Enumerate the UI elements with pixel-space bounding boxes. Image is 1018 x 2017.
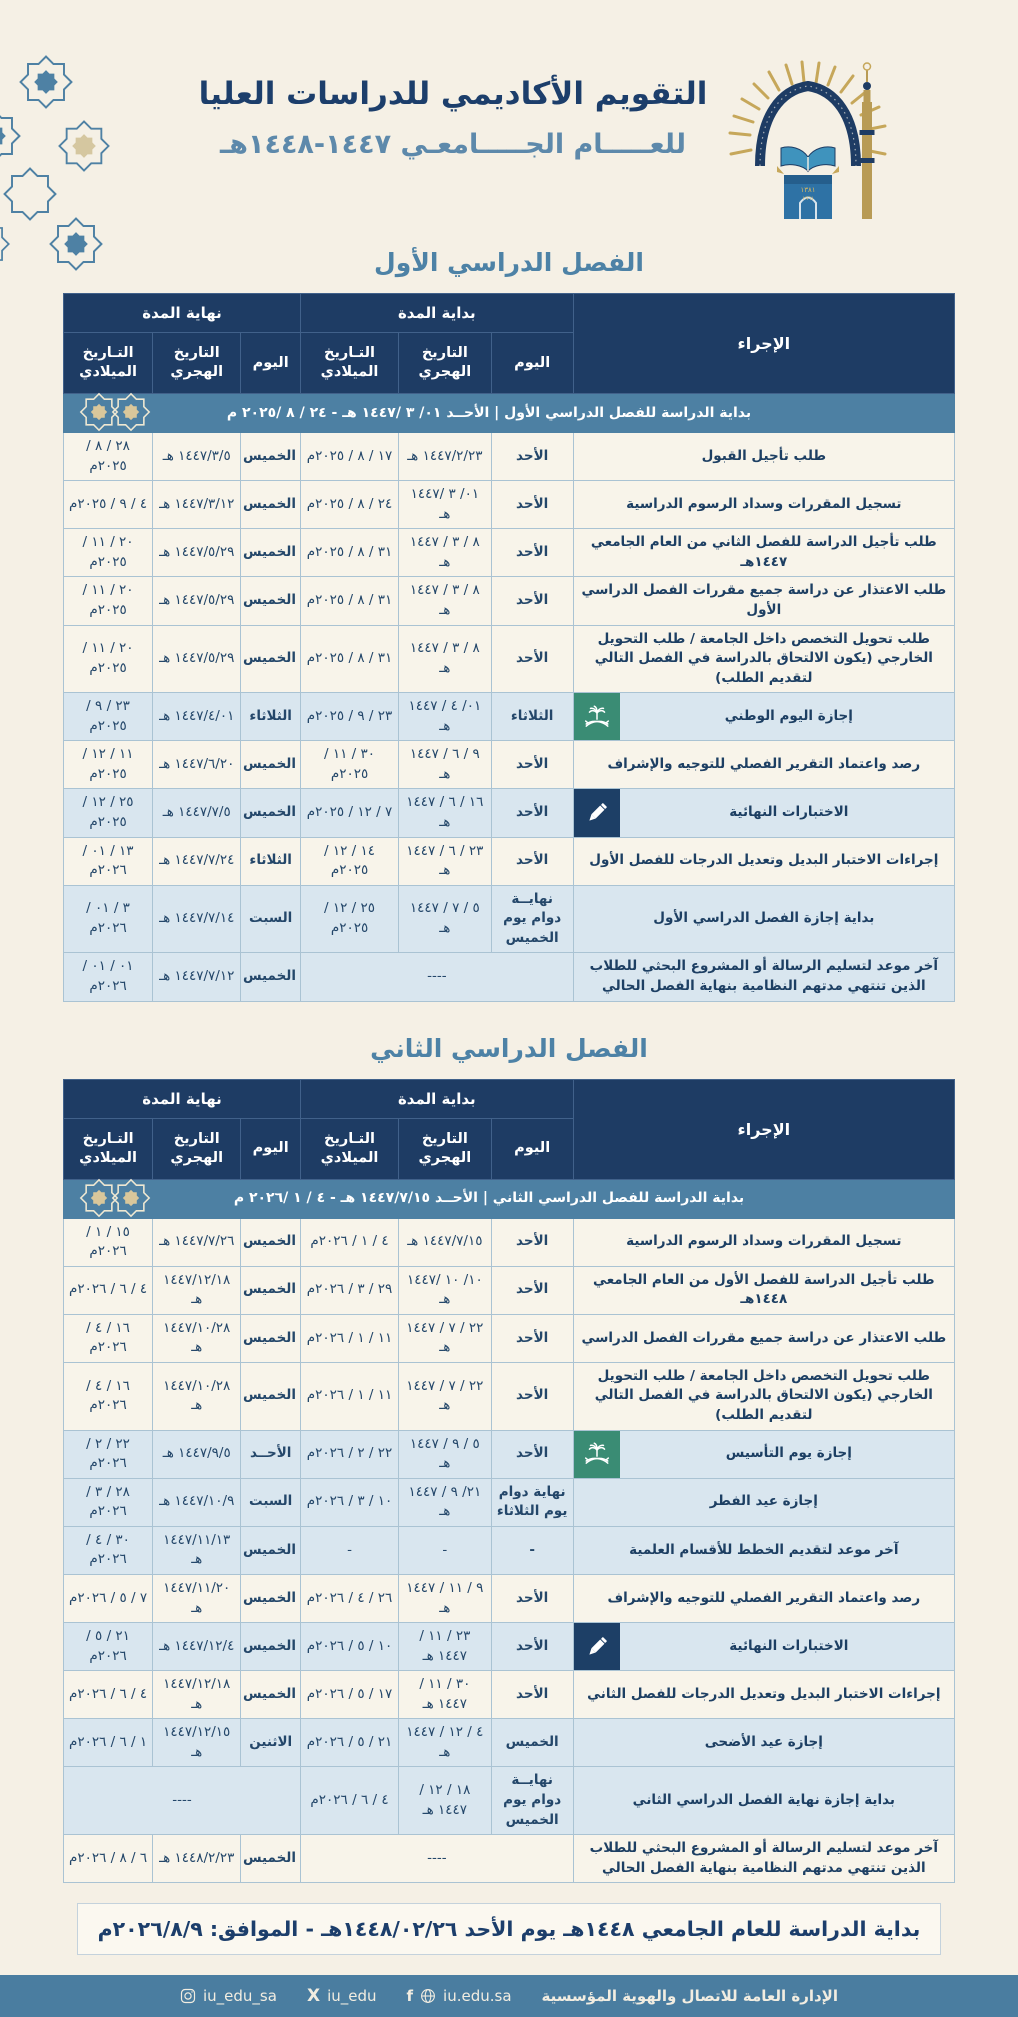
table-row — [64, 1623, 955, 1671]
table-row — [64, 789, 955, 837]
start-miladi-cell: ١٤ / ١٢ / ٢٠٢٥م — [301, 837, 399, 885]
start-miladi-cell: - — [301, 1526, 399, 1574]
column-header-hijri: التاريخ الهجري — [153, 1118, 241, 1179]
end-miladi-cell: ١٣ / ٠١ / ٢٠٢٦م — [64, 837, 153, 885]
logo-open-book — [777, 147, 839, 174]
end-miladi-cell: ٣٠ / ٤ / ٢٠٢٦م — [64, 1526, 153, 1574]
saudi-palm-swords-glyph — [583, 703, 611, 731]
column-header-miladi: التـاريخ الميلادي — [64, 1118, 153, 1179]
banner-star-ornament — [76, 390, 154, 434]
column-header-miladi: التـاريخ الميلادي — [64, 333, 153, 394]
end-miladi-cell: ٠١ / ٠١ / ٢٠٢٦م — [64, 953, 153, 1001]
column-group-end: نهاية المدة — [64, 294, 301, 333]
logo-minaret — [860, 63, 875, 219]
first-semester-table — [63, 293, 955, 1002]
start-hijri-cell: ٨ / ٣ / ١٤٤٧ هـ — [399, 625, 492, 693]
action-label: إجراءات الاختبار البديل وتعديل الدرجات للفصل الثاني — [587, 1685, 941, 1702]
start-miladi-cell: ٢٢ / ٢ / ٢٠٢٦م — [301, 1430, 399, 1478]
action-label: الاختبارات النهائية — [729, 804, 849, 821]
column-header-day: اليوم — [491, 333, 573, 394]
end-miladi-cell: ٢١ / ٥ / ٢٠٢٦م — [64, 1623, 153, 1671]
end-day-cell: الخميس — [241, 1218, 301, 1266]
year-start-banner: بداية الدراسة للعام الجامعي ١٤٤٨هـ يوم الأحد ١٤٤٨/٠٢/٢٦هـ - الموافق: ٢٠٢٦/٨/٩م — [77, 1903, 941, 1955]
end-miladi-cell: ٢٠ / ١١ / ٢٠٢٥م — [64, 625, 153, 693]
end-miladi-cell: ٢٠ / ١١ / ٢٠٢٥م — [64, 577, 153, 625]
instagram-icon — [180, 1988, 196, 2004]
x-handle-text: iu_edu — [327, 1987, 377, 2006]
start-day-cell: نهاية دوام يوم الثلاثاء — [491, 1478, 573, 1526]
end-miladi-cell: ٢٥ / ١٢ / ٢٠٢٥م — [64, 789, 153, 837]
semester-start-banner — [64, 394, 955, 433]
column-header-miladi: التـاريخ الميلادي — [301, 1118, 399, 1179]
table-row — [64, 1526, 955, 1574]
column-header-action: الإجراء — [573, 294, 954, 394]
end-hijri-cell: ١٤٤٧/٧/٢٦ هـ — [153, 1218, 241, 1266]
logo-rays — [730, 62, 885, 154]
action-label: رصد واعتماد التقرير الفصلي للتوجيه والإشراف — [607, 1589, 921, 1606]
table-row — [64, 1478, 955, 1526]
start-day-cell: نهايــة دوام يوم الخميس — [491, 1767, 573, 1835]
end-miladi-cell: ١٥ / ١ / ٢٠٢٦م — [64, 1218, 153, 1266]
logo-calligraphy-arch — [760, 86, 856, 166]
end-day-cell: الاثنين — [241, 1719, 301, 1767]
end-day-cell: الخميس — [241, 625, 301, 693]
start-day-cell: الأحد — [491, 625, 573, 693]
end-miladi-cell: ١٦ / ٤ / ٢٠٢٦م — [64, 1314, 153, 1362]
start-hijri-cell: ١٤٤٧/٧/١٥ هـ — [399, 1218, 492, 1266]
table-row — [64, 481, 955, 529]
end-hijri-cell: ١٤٤٧/٦/٢٠ هـ — [153, 741, 241, 789]
end-miladi-cell: ٣ / ٠١ / ٢٠٢٦م — [64, 885, 153, 953]
footer-department: الإدارة العامة للاتصال والهوية المؤسسية — [541, 1987, 838, 2006]
start-span-cell: ---- — [301, 953, 574, 1001]
end-miladi-cell: ٤ / ٩ / ٢٠٢٥م — [64, 481, 153, 529]
start-day-cell: الأحد — [491, 1671, 573, 1719]
end-day-cell: الثلاثاء — [241, 837, 301, 885]
end-hijri-cell: ١٤٤٨/٢/٢٣ هـ — [153, 1835, 241, 1883]
action-cell — [573, 837, 954, 885]
semester-start-banner-label: بداية الدراسة للفصل الدراسي الثاني | الأحــد ١٤٤٧/٧/١٥ هـ - ٤ / ١ /٢٠٢٦ م — [233, 1190, 745, 1207]
action-cell — [573, 577, 954, 625]
start-hijri-cell: ٥ / ٩ / ١٤٤٧ هـ — [399, 1430, 492, 1478]
action-label: إجازة عيد الفطر — [709, 1493, 818, 1510]
start-day-cell: الأحد — [491, 1623, 573, 1671]
end-hijri-cell: ١٤٤٧/١٢/١٨ هـ — [153, 1671, 241, 1719]
end-hijri-cell: ١٤٤٧/١١/١٣ هـ — [153, 1526, 241, 1574]
end-hijri-cell: ١٤٤٧/٤/٠١ هـ — [153, 693, 241, 741]
table-row — [64, 1719, 955, 1767]
start-miladi-cell: ٣٠ / ١١ / ٢٠٢٥م — [301, 741, 399, 789]
instagram-handle-text: iu_edu_sa — [203, 1987, 277, 2006]
action-cell — [573, 1478, 954, 1526]
start-day-cell: - — [491, 1526, 573, 1574]
action-cell — [573, 1430, 954, 1478]
start-day-cell: الثلاثاء — [491, 693, 573, 741]
end-hijri-cell: ١٤٤٧/١٠/٢٨ هـ — [153, 1314, 241, 1362]
action-label: آخر موعد لتقديم الخطط للأقسام العلمية — [629, 1541, 899, 1558]
end-hijri-cell: ١٤٤٧/٧/٢٤ هـ — [153, 837, 241, 885]
table-row — [64, 885, 955, 953]
start-miladi-cell: ٢٦ / ٤ / ٢٠٢٦م — [301, 1574, 399, 1622]
end-day-cell: الخميس — [241, 529, 301, 577]
action-cell — [573, 1623, 954, 1671]
start-miladi-cell: ١١ / ١ / ٢٠٢٦م — [301, 1314, 399, 1362]
table-row — [64, 1314, 955, 1362]
start-hijri-cell: ٥ / ٧ / ١٤٤٧ هـ — [399, 885, 492, 953]
end-hijri-cell: ١٤٤٧/١١/٢٠ هـ — [153, 1574, 241, 1622]
semester-start-banner — [64, 1179, 955, 1218]
start-hijri-cell: ٩ / ١١ / ١٤٤٧ هـ — [399, 1574, 492, 1622]
start-miladi-cell: ١٠ / ٥ / ٢٠٢٦م — [301, 1623, 399, 1671]
column-header-action: الإجراء — [573, 1079, 954, 1179]
end-day-cell: السبت — [241, 885, 301, 953]
action-cell — [573, 741, 954, 789]
website-text: iu.edu.sa — [443, 1987, 512, 2006]
end-hijri-cell: ١٤٤٧/٩/٥ هـ — [153, 1430, 241, 1478]
end-hijri-cell: ١٤٤٧/٥/٢٩ هـ — [153, 625, 241, 693]
action-cell — [573, 625, 954, 693]
start-day-cell: نهايــة دوام يوم الخميس — [491, 885, 573, 953]
end-hijri-cell: ١٤٤٧/١٠/٢٨ هـ — [153, 1362, 241, 1430]
start-miladi-cell: ٤ / ١ / ٢٠٢٦م — [301, 1218, 399, 1266]
start-miladi-cell: ١٧ / ٨ / ٢٠٢٥م — [301, 433, 399, 481]
start-miladi-cell: ٣١ / ٨ / ٢٠٢٥م — [301, 625, 399, 693]
table-row — [64, 577, 955, 625]
start-day-cell: الأحد — [491, 1218, 573, 1266]
column-header-miladi: التـاريخ الميلادي — [301, 333, 399, 394]
start-day-cell: الأحد — [491, 789, 573, 837]
logo-year-gregorian: ١٩٦١ — [802, 196, 814, 202]
action-label: الاختبارات النهائية — [729, 1637, 849, 1654]
action-label: آخر موعد لتسليم الرسالة أو المشروع البحثي للطلاب الذين تنتهي مدتهم النظامية بنهاية الفصل الحالي — [589, 1840, 938, 1876]
globe-icon — [420, 1988, 436, 2004]
action-label: بداية إجازة نهاية الفصل الدراسي الثاني — [632, 1792, 895, 1808]
column-group-end: نهاية المدة — [64, 1079, 301, 1118]
action-label: طلب الاعتذار عن دراسة جميع مقررات الفصل الدراسي الأول — [581, 582, 947, 618]
action-cell — [573, 433, 954, 481]
pencil-glyph — [583, 799, 611, 827]
end-miladi-cell: ١٦ / ٤ / ٢٠٢٦م — [64, 1362, 153, 1430]
end-miladi-cell: ٧ / ٥ / ٢٠٢٦م — [64, 1574, 153, 1622]
action-cell — [573, 1767, 954, 1835]
table-row — [64, 1767, 955, 1835]
end-miladi-cell: ٦ / ٨ / ٢٠٢٦م — [64, 1835, 153, 1883]
end-hijri-cell: ١٤٤٧/١٠/٩ هـ — [153, 1478, 241, 1526]
action-cell — [573, 481, 954, 529]
saudi-palm-swords-glyph — [583, 1440, 611, 1468]
first-semester-title: الفصل الدراسي الأول — [374, 248, 644, 277]
action-cell — [573, 1314, 954, 1362]
column-header-hijri: التاريخ الهجري — [399, 333, 492, 394]
action-label: إجازة عيد الأضحى — [704, 1734, 823, 1751]
start-hijri-cell: ٠١/ ٤ / ١٤٤٧ هـ — [399, 693, 492, 741]
start-miladi-cell: ٣١ / ٨ / ٢٠٢٥م — [301, 529, 399, 577]
page-title: التقويم الأكاديمي للدراسات العليا — [198, 76, 708, 112]
start-hijri-cell: ٣٠ / ١١ / ١٤٤٧ هـ — [399, 1671, 492, 1719]
end-hijri-cell: ١٤٤٧/١٢/١٨ هـ — [153, 1266, 241, 1314]
action-label: طلب تحويل التخصص داخل الجامعة / طلب التحويل الخارجي (يكون الالتحاق بالدراسة في الفصل التالي لتقديم الطلب) — [594, 1367, 933, 1423]
start-hijri-cell: ٠١/ ٣ /١٤٤٧ هـ — [399, 481, 492, 529]
banner-star-ornament — [76, 1176, 154, 1220]
facebook-icon: f — [406, 1986, 414, 2005]
end-day-cell: الخميس — [241, 1835, 301, 1883]
action-label: طلب تأجيل الدراسة للفصل الأول من العام الجامعي ١٤٤٨هـ — [593, 1271, 935, 1308]
second-semester-table — [63, 1079, 955, 1884]
end-miladi-cell: ٤ / ٦ / ٢٠٢٦م — [64, 1671, 153, 1719]
action-label: إجراءات الاختبار البديل وتعديل الدرجات للفصل الأول — [589, 852, 939, 869]
column-header-hijri: التاريخ الهجري — [153, 333, 241, 394]
start-day-cell: الأحد — [491, 1314, 573, 1362]
end-span-cell: ---- — [64, 1767, 301, 1835]
end-day-cell: الخميس — [241, 741, 301, 789]
action-cell — [573, 1671, 954, 1719]
end-day-cell: الخميس — [241, 953, 301, 1001]
end-day-cell: الخميس — [241, 1314, 301, 1362]
column-group-start: بداية المدة — [301, 294, 574, 333]
x-icon: X — [306, 1985, 321, 2006]
start-day-cell: الأحد — [491, 433, 573, 481]
table-row — [64, 693, 955, 741]
start-hijri-cell: ٢٣ / ٦ / ١٤٤٧ هـ — [399, 837, 492, 885]
semester-start-banner-label: بداية الدراسة للفصل الدراسي الأول | الأحــد ٠١/ ٣ /١٤٤٧ هـ - ٢٤ / ٨ /٢٠٢٥ م — [226, 404, 752, 421]
end-hijri-cell: ١٤٤٧/٥/٢٩ هـ — [153, 577, 241, 625]
table-row — [64, 837, 955, 885]
second-semester-title: الفصل الدراسي الثاني — [370, 1033, 648, 1063]
start-day-cell: الأحد — [491, 1574, 573, 1622]
action-cell — [573, 1719, 954, 1767]
action-label: تسجيل المقررات وسداد الرسوم الدراسية — [626, 495, 902, 512]
end-day-cell: الخميس — [241, 1671, 301, 1719]
start-miladi-cell: ١١ / ١ / ٢٠٢٦م — [301, 1362, 399, 1430]
action-label: آخر موعد لتسليم الرسالة أو المشروع البحثي للطلاب الذين تنتهي مدتهم النظامية بنهاية الفصل الحالي — [589, 958, 938, 994]
end-day-cell: الخميس — [241, 1623, 301, 1671]
start-hijri-cell: ٢٢ / ٧ / ١٤٤٧ هـ — [399, 1362, 492, 1430]
table-row — [64, 1835, 955, 1883]
action-cell — [573, 529, 954, 577]
end-miladi-cell: ٢٨ / ٣ / ٢٠٢٦م — [64, 1478, 153, 1526]
start-day-cell: الأحد — [491, 481, 573, 529]
start-miladi-cell: ٣١ / ٨ / ٢٠٢٥م — [301, 577, 399, 625]
start-day-cell: الخميس — [491, 1719, 573, 1767]
start-miladi-cell: ١٧ / ٥ / ٢٠٢٦م — [301, 1671, 399, 1719]
end-hijri-cell: ١٤٤٧/٧/١٤ هـ — [153, 885, 241, 953]
end-hijri-cell: ١٤٤٧/٧/٥ هـ — [153, 789, 241, 837]
footer-bar — [0, 1975, 1018, 2017]
x-link[interactable] — [307, 1987, 377, 2005]
instagram-link[interactable] — [180, 1987, 277, 2005]
start-miladi-cell: ٧ / ١٢ / ٢٠٢٥م — [301, 789, 399, 837]
start-hijri-cell: ٨ / ٣ / ١٤٤٧ هـ — [399, 577, 492, 625]
action-cell — [573, 1574, 954, 1622]
column-header-hijri: التاريخ الهجري — [399, 1118, 492, 1179]
table-header — [64, 1079, 955, 1179]
end-day-cell: الخميس — [241, 1574, 301, 1622]
website-link[interactable] — [407, 1987, 512, 2005]
page-subtitle: للعـــــام الجـــــامعـي ١٤٤٧-١٤٤٨هـ — [220, 129, 686, 161]
end-hijri-cell: ١٤٤٧/١٢/٤ هـ — [153, 1623, 241, 1671]
pencil-icon — [574, 1623, 620, 1670]
end-day-cell: الخميس — [241, 1266, 301, 1314]
university-logo — [726, 40, 906, 222]
logo-gate — [784, 175, 832, 219]
start-day-cell: الأحد — [491, 741, 573, 789]
column-header-day: اليوم — [241, 333, 301, 394]
logo-year-hijri: ١٣٨١ — [800, 186, 816, 194]
end-miladi-cell: ٤ / ٦ / ٢٠٢٦م — [64, 1266, 153, 1314]
start-miladi-cell: ٢٤ / ٨ / ٢٠٢٥م — [301, 481, 399, 529]
end-day-cell: السبت — [241, 1478, 301, 1526]
start-hijri-cell: ١٠/ ١٠ /١٤٤٧ هـ — [399, 1266, 492, 1314]
start-day-cell: الأحد — [491, 1362, 573, 1430]
end-miladi-cell: ١ / ٦ / ٢٠٢٦م — [64, 1719, 153, 1767]
start-hijri-cell: ٨ / ٣ / ١٤٤٧ هـ — [399, 529, 492, 577]
column-header-day: اليوم — [491, 1118, 573, 1179]
start-day-cell: الأحد — [491, 1430, 573, 1478]
end-day-cell: الخميس — [241, 789, 301, 837]
action-label: إجازة اليوم الوطني — [724, 707, 853, 724]
header-titles — [188, 76, 718, 160]
table-row — [64, 433, 955, 481]
action-cell — [573, 693, 954, 741]
start-miladi-cell: ١٠ / ٣ / ٢٠٢٦م — [301, 1478, 399, 1526]
table-row — [64, 529, 955, 577]
end-miladi-cell: ٢٠ / ١١ / ٢٠٢٥م — [64, 529, 153, 577]
column-group-start: بداية المدة — [301, 1079, 574, 1118]
start-hijri-cell: ٢٣ / ١١ / ١٤٤٧ هـ — [399, 1623, 492, 1671]
start-hijri-cell: ١٦ / ٦ / ١٤٤٧ هـ — [399, 789, 492, 837]
action-label: إجازة يوم التأسيس — [725, 1445, 852, 1462]
table-row — [64, 1362, 955, 1430]
start-day-cell: الأحد — [491, 837, 573, 885]
action-cell — [573, 789, 954, 837]
action-label: طلب تحويل التخصص داخل الجامعة / طلب التحويل الخارجي (يكون الالتحاق بالدراسة في الفصل التالي لتقديم الطلب) — [594, 630, 933, 686]
table-row — [64, 953, 955, 1001]
table-row — [64, 1671, 955, 1719]
action-cell — [573, 953, 954, 1001]
action-label: رصد واعتماد التقرير الفصلي للتوجيه والإشراف — [607, 756, 921, 773]
table-header — [64, 294, 955, 394]
start-hijri-cell: ٤ / ١٢ / ١٤٤٧ هـ — [399, 1719, 492, 1767]
end-day-cell: الثلاثاء — [241, 693, 301, 741]
action-cell — [573, 1526, 954, 1574]
start-day-cell: الأحد — [491, 577, 573, 625]
end-hijri-cell: ١٤٤٧/٣/٥ هـ — [153, 433, 241, 481]
pencil-glyph — [583, 1633, 611, 1661]
start-hijri-cell: ١٤٤٧/٢/٢٣ هـ — [399, 433, 492, 481]
page-header — [0, 0, 1018, 234]
end-hijri-cell: ١٤٤٧/٥/٢٩ هـ — [153, 529, 241, 577]
end-day-cell: الخميس — [241, 577, 301, 625]
action-label: طلب الاعتذار عن دراسة جميع مقررات الفصل الدراسي — [581, 1329, 947, 1346]
action-label: بداية إجازة الفصل الدراسي الأول — [653, 910, 875, 927]
national-emblem-icon — [574, 1431, 620, 1478]
end-miladi-cell: ٢٨ / ٨ / ٢٠٢٥م — [64, 433, 153, 481]
start-hijri-cell: ٩ / ٦ / ١٤٤٧ هـ — [399, 741, 492, 789]
national-emblem-icon — [574, 693, 620, 740]
column-header-day: اليوم — [241, 1118, 301, 1179]
start-day-cell: الأحد — [491, 529, 573, 577]
end-miladi-cell: ٢٢ / ٢ / ٢٠٢٦م — [64, 1430, 153, 1478]
start-miladi-cell: ٢١ / ٥ / ٢٠٢٦م — [301, 1719, 399, 1767]
start-span-cell: ---- — [301, 1835, 574, 1883]
table-row — [64, 741, 955, 789]
action-cell — [573, 1266, 954, 1314]
table-row — [64, 1574, 955, 1622]
geometric-star-decoration — [0, 24, 156, 264]
start-miladi-cell: ٢٩ / ٣ / ٢٠٢٦م — [301, 1266, 399, 1314]
end-miladi-cell: ٢٣ / ٩ / ٢٠٢٥م — [64, 693, 153, 741]
start-miladi-cell: ٢٣ / ٩ / ٢٠٢٥م — [301, 693, 399, 741]
start-day-cell: الأحد — [491, 1266, 573, 1314]
start-hijri-cell: ٢١/ ٩ / ١٤٤٧ هـ — [399, 1478, 492, 1526]
action-label: تسجيل المقررات وسداد الرسوم الدراسية — [626, 1233, 902, 1250]
end-day-cell: الخميس — [241, 1526, 301, 1574]
action-cell — [573, 1835, 954, 1883]
end-miladi-cell: ١١ / ١٢ / ٢٠٢٥م — [64, 741, 153, 789]
action-label: طلب تأجيل القبول — [701, 447, 827, 464]
action-cell — [573, 885, 954, 953]
end-hijri-cell: ١٤٤٧/٣/١٢ هـ — [153, 481, 241, 529]
table-row — [64, 625, 955, 693]
action-cell — [573, 1218, 954, 1266]
table-row — [64, 1218, 955, 1266]
action-label: طلب تأجيل الدراسة للفصل الثاني من العام الجامعي ١٤٤٧هـ — [590, 534, 937, 570]
start-miladi-cell: ٤ / ٦ / ٢٠٢٦م — [301, 1767, 399, 1835]
end-day-cell: الخميس — [241, 1362, 301, 1430]
start-hijri-cell: - — [399, 1526, 492, 1574]
pencil-icon — [574, 789, 620, 836]
end-hijri-cell: ١٤٤٧/٧/١٢ هـ — [153, 953, 241, 1001]
start-miladi-cell: ٢٥ / ١٢ / ٢٠٢٥م — [301, 885, 399, 953]
table-row — [64, 1266, 955, 1314]
table-row — [64, 1430, 955, 1478]
end-day-cell: الخميس — [241, 481, 301, 529]
end-hijri-cell: ١٤٤٧/١٢/١٥ هـ — [153, 1719, 241, 1767]
end-day-cell: الخميس — [241, 433, 301, 481]
start-hijri-cell: ١٨ / ١٢ / ١٤٤٧ هـ — [399, 1767, 492, 1835]
action-cell — [573, 1362, 954, 1430]
start-hijri-cell: ٢٢ / ٧ / ١٤٤٧ هـ — [399, 1314, 492, 1362]
end-day-cell: الأحــد — [241, 1430, 301, 1478]
